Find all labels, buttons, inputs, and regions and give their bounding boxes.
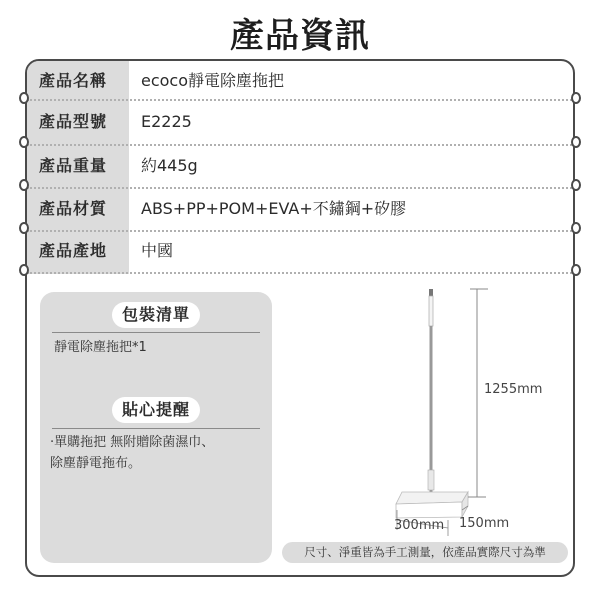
spec-row-model: [27, 102, 575, 145]
heading-rule: [52, 332, 260, 333]
spec-row-name: [27, 61, 575, 104]
row-divider: [27, 272, 575, 274]
package-item: 靜電除塵拖把*1: [54, 340, 147, 355]
length-dimension: 300mm: [394, 518, 445, 533]
spec-value: E2225: [141, 112, 192, 131]
notch-decoration: [571, 92, 581, 104]
notch-decoration: [19, 222, 29, 234]
spec-value: ABS+PP+POM+EVA+不鏽鋼+矽膠: [141, 199, 407, 218]
spec-value: 中國: [141, 241, 174, 260]
spec-label: 產品材質: [39, 199, 108, 218]
reminder-line: ·單購拖把 無附贈除菌濕巾、: [50, 435, 215, 450]
width-dimension: 150mm: [459, 516, 510, 531]
spec-label: 產品重量: [39, 156, 108, 175]
spec-label: 產品型號: [39, 112, 108, 131]
spec-label: 產品產地: [39, 241, 108, 260]
page-title: 產品資訊: [230, 16, 370, 56]
heading-rule: [52, 428, 260, 429]
spec-label: 產品名稱: [39, 71, 108, 90]
notch-decoration: [571, 222, 581, 234]
spec-row-weight: [27, 146, 575, 189]
mop-illustration-icon: [380, 280, 580, 540]
notch-decoration: [19, 92, 29, 104]
row-divider: [27, 99, 575, 101]
reminder-heading: 貼心提醒: [112, 397, 200, 423]
notch-decoration: [571, 179, 581, 191]
notch-decoration: [19, 264, 29, 276]
package-panel: [40, 292, 272, 563]
spec-row-material: [27, 189, 575, 232]
notch-decoration: [19, 179, 29, 191]
package-contents-heading: 包裝清單: [112, 302, 200, 328]
measurement-footnote: 尺寸、淨重皆為手工測量，依產品實際尺寸為準: [282, 542, 568, 563]
notch-decoration: [19, 136, 29, 148]
notch-decoration: [571, 264, 581, 276]
spec-row-origin: [27, 231, 575, 274]
reminder-line: 除塵靜電拖布。: [50, 456, 142, 471]
spec-value: ecoco靜電除塵拖把: [141, 71, 285, 90]
spec-value: 約445g: [141, 156, 198, 175]
height-dimension: 1255mm: [484, 382, 543, 397]
notch-decoration: [571, 136, 581, 148]
